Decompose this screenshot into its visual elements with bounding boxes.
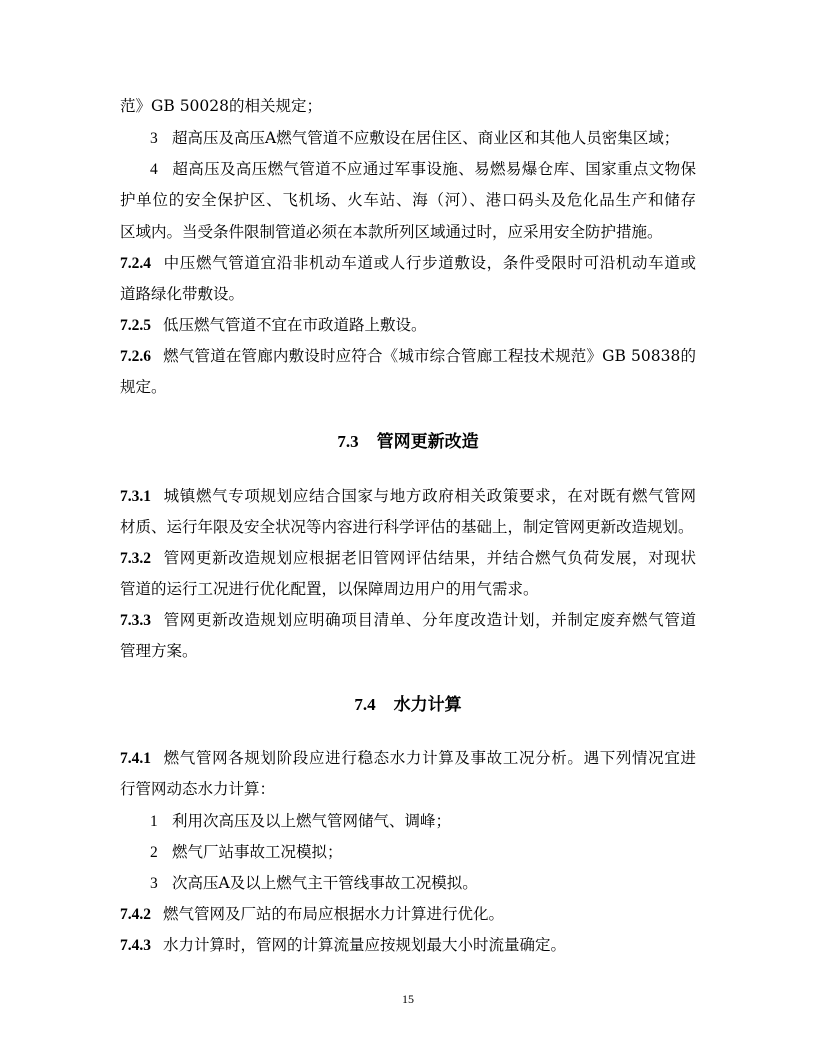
list-item — [150, 811, 696, 832]
text-line — [120, 641, 696, 661]
clause-7-2-5 — [120, 315, 696, 336]
list-item — [150, 842, 696, 863]
paragraph-text: 道路绿化带敷设。 — [120, 285, 245, 303]
clause-number: 7.3.3 — [120, 612, 151, 629]
clause-7-4-2 — [120, 904, 696, 925]
item-number: 3 — [150, 875, 158, 892]
section-heading-7-3 — [0, 427, 816, 452]
clause-7-3-2 — [120, 548, 696, 569]
item-text: 燃气厂站事故工况模拟； — [172, 843, 343, 861]
clause-text: 城镇燃气专项规划应结合国家与地方政府相关政策要求，在对既有燃气管网 — [163, 487, 696, 505]
section-title: 管网更新改造 — [376, 432, 479, 452]
text-line — [120, 190, 696, 210]
clause-text: 管网更新改造规划应明确项目清单、分年度改造计划，并制定废弃燃气管道 — [163, 611, 696, 629]
item-number: 3 — [150, 130, 158, 147]
text-line — [120, 517, 696, 537]
paragraph-text: 范》GB 50028的相关规定； — [120, 97, 323, 115]
text-line — [120, 284, 696, 304]
paragraph-text: 管理方案。 — [120, 642, 198, 660]
clause-text: 燃气管道在管廊内敷设时应符合《城市综合管廊工程技术规范》GB 50838的 — [163, 347, 696, 365]
clause-text: 中压燃气管道宜沿非机动车道或人行步道敷设，条件受限时可沿机动车道或 — [163, 254, 696, 272]
clause-text: 管网更新改造规划应根据老旧管网评估结果，并结合燃气负荷发展，对现状 — [163, 549, 696, 567]
clause-7-3-3 — [120, 610, 696, 631]
item-number: 2 — [150, 844, 158, 861]
section-number: 7.4 — [354, 695, 376, 714]
paragraph-text: 行管网动态水力计算： — [120, 780, 276, 798]
clause-number: 7.3.1 — [120, 488, 151, 505]
item-text: 利用次高压及以上燃气管网储气、调峰； — [172, 812, 452, 830]
list-item — [150, 159, 696, 180]
clause-7-4-3 — [120, 935, 696, 956]
clause-number: 7.2.6 — [120, 348, 151, 365]
list-item — [150, 873, 696, 894]
clause-number: 7.4.2 — [120, 906, 151, 923]
clause-7-2-4 — [120, 253, 696, 274]
text-line — [120, 96, 696, 116]
paragraph-text: 规定。 — [120, 378, 167, 396]
section-heading-7-4 — [0, 690, 816, 715]
clause-number: 7.2.4 — [120, 255, 151, 272]
text-line — [120, 579, 696, 599]
section-title: 水力计算 — [393, 695, 462, 715]
item-text: 超高压及高压燃气管道不应通过军事设施、易燃易爆仓库、国家重点文物保 — [172, 160, 696, 178]
clause-7-3-1 — [120, 486, 696, 507]
clause-text: 低压燃气管道不宜在市政道路上敷设。 — [163, 316, 427, 334]
clause-7-4-1 — [120, 748, 696, 769]
text-line — [120, 377, 696, 397]
section-number: 7.3 — [337, 432, 359, 451]
item-number: 4 — [150, 161, 158, 178]
text-line — [120, 779, 696, 799]
clause-number: 7.3.2 — [120, 550, 151, 567]
clause-number: 7.2.5 — [120, 317, 151, 334]
paragraph-text: 管道的运行工况进行优化配置，以保障周边用户的用气需求。 — [120, 580, 539, 598]
item-text: 超高压及高压A燃气管道不应敷设在居住区、商业区和其他人员密集区域； — [172, 129, 680, 147]
clause-7-2-6 — [120, 346, 696, 367]
paragraph-text: 材质、运行年限及安全状况等内容进行科学评估的基础上，制定管网更新改造规划。 — [120, 518, 694, 536]
list-item — [150, 128, 696, 149]
page-number: 15 — [402, 992, 414, 1006]
item-number: 1 — [150, 813, 158, 830]
clause-text: 燃气管网各规划阶段应进行稳态水力计算及事故工况分析。遇下列情况宜进 — [163, 749, 696, 767]
clause-text: 燃气管网及厂站的布局应根据水力计算进行优化。 — [163, 905, 505, 923]
paragraph-text: 区域内。当受条件限制管道必须在本款所列区域通过时，应采用安全防护措施。 — [120, 223, 663, 241]
clause-text: 水力计算时，管网的计算流量应按规划最大小时流量确定。 — [163, 936, 567, 954]
text-line — [120, 222, 696, 242]
clause-number: 7.4.1 — [120, 750, 151, 767]
clause-number: 7.4.3 — [120, 937, 151, 954]
paragraph-text: 护单位的安全保护区、飞机场、火车站、海（河）、港口码头及危化品生产和储存 — [120, 191, 696, 209]
item-text: 次高压A及以上燃气主干管线事故工况模拟。 — [172, 874, 478, 892]
